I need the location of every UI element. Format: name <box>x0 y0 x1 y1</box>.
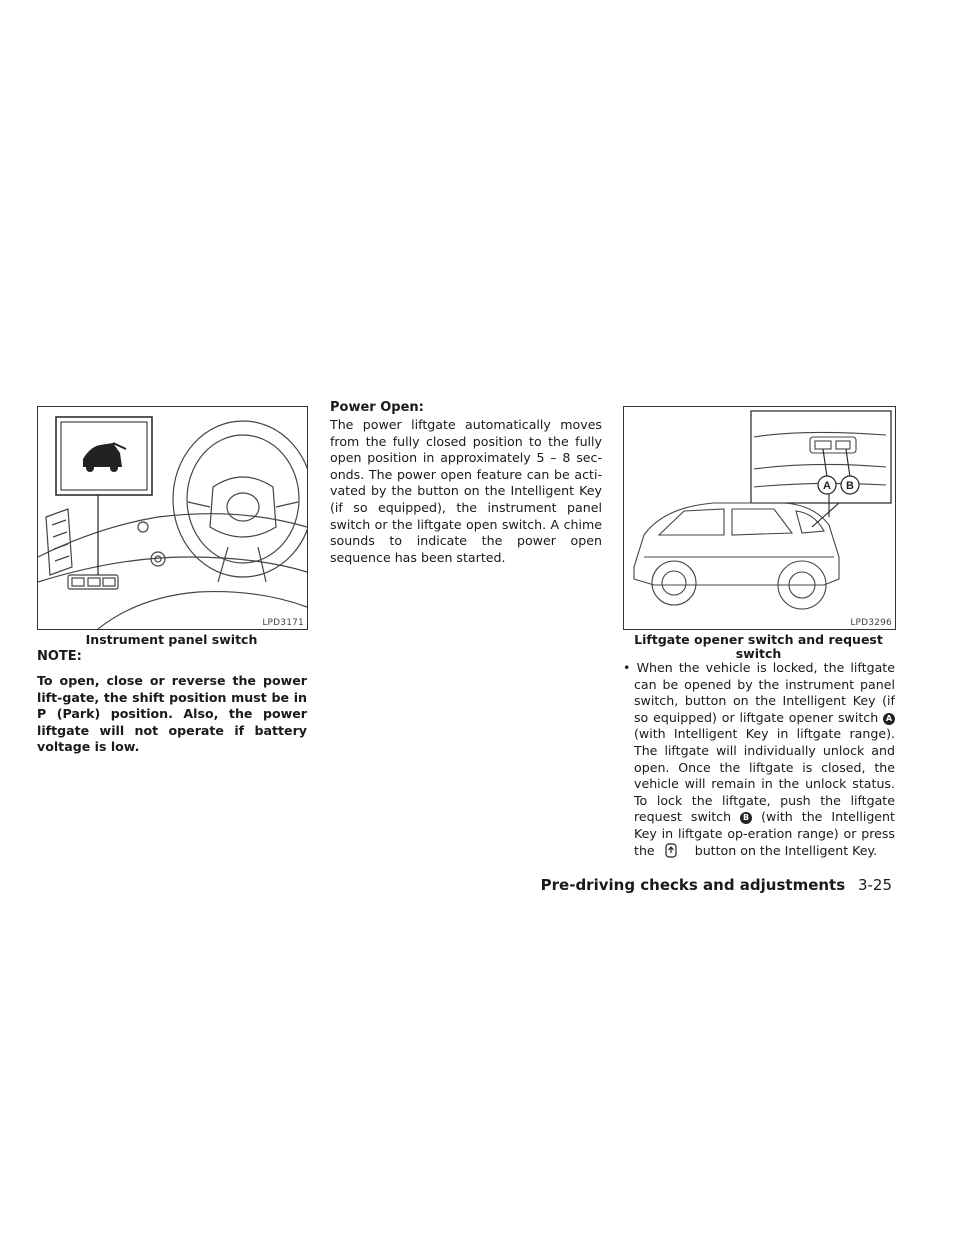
bullet-text: (with the Intelligent Key in liftgate op-eration range) or press the <box>634 809 895 858</box>
bullet-text: When the vehicle is locked, the liftgate can be opened by the instrument panel switch, button on the Intelligent Key (if so equipped) or liftgate opener switch <box>634 660 895 725</box>
label-b: B <box>846 480 854 492</box>
caption-line: Liftgate opener switch and request <box>634 632 883 647</box>
figure-instrument-panel <box>37 406 308 630</box>
figure-caption: Instrument panel switch <box>85 632 258 647</box>
section-body: The power liftgate automatically moves from the fully closed position to the fully open position in approximately 5 – 8 sec-onds. The power open feature can be acti-vated by the button on the Intelligent Key (if so equipped), the instrument panel switch or the liftgate open switch. A chime sounds to indicate the power open sequence has been started. <box>330 417 602 565</box>
ref-b-icon: B <box>740 812 752 824</box>
page-number: 3-25 <box>857 876 892 894</box>
liftgate-illustration <box>624 407 895 629</box>
bullet-text: (with Intelligent Key in liftgate range). The liftgate will individually unlock and open. Once the liftgate is closed, the vehicle will remain in the unlock status. To lock the liftgate, push the liftgate request switch <box>634 726 895 825</box>
caption-line: switch <box>735 646 782 661</box>
label-a: A <box>823 480 831 492</box>
note-body: To open, close or reverse the power lift-gate, the shift position must be in P (Park) position. Also, the power liftgate will not operate if battery voltage is low. <box>37 673 307 755</box>
figure-liftgate-switch <box>623 406 896 630</box>
ref-a-icon: A <box>883 713 895 725</box>
key-liftgate-icon <box>665 843 677 863</box>
bullet-marker: • <box>623 660 631 675</box>
figure-caption <box>623 633 894 661</box>
section-heading: Power Open: <box>330 400 424 415</box>
instrument-panel-illustration <box>38 407 307 629</box>
figure-code: LPD3171 <box>262 618 304 628</box>
page-footer <box>541 876 892 894</box>
bullet-item <box>623 660 895 862</box>
footer-title: Pre-driving checks and adjustments <box>540 876 846 894</box>
figure-code: LPD3296 <box>850 618 892 628</box>
bullet-text: button on the Intelligent Key. <box>694 842 878 858</box>
note-heading: NOTE: <box>37 649 82 664</box>
